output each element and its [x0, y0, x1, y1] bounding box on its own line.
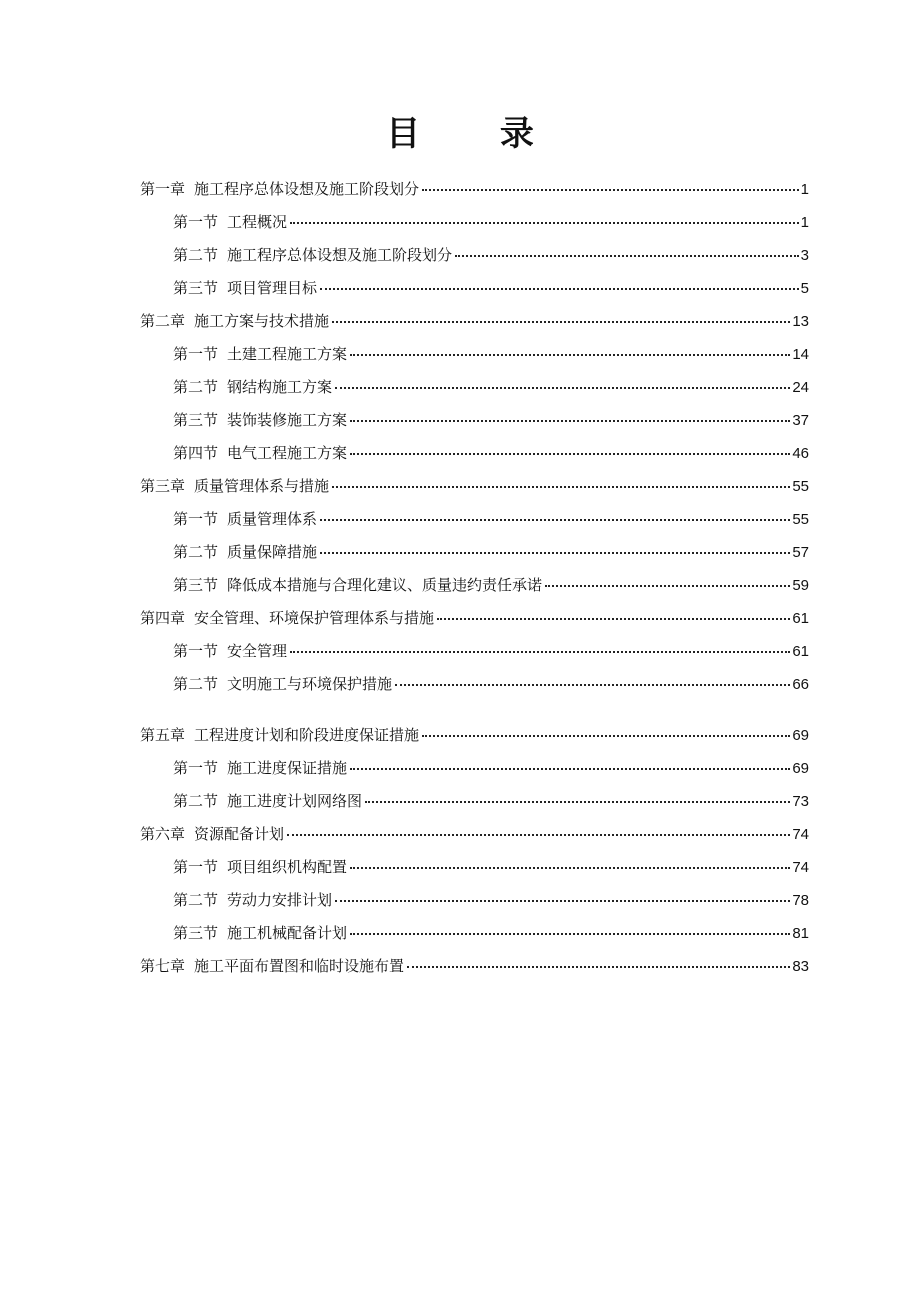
- toc-dot-leader: [287, 833, 790, 836]
- toc-page-number: 24: [792, 379, 809, 396]
- toc-dot-leader: [350, 767, 790, 770]
- toc-page-number: 69: [792, 727, 809, 744]
- toc-entry-number: 第一节: [173, 858, 219, 876]
- toc-entry-number: 第二章: [140, 312, 186, 330]
- toc-entry-number: 第四章: [140, 609, 186, 627]
- toc-entry-number: 第二节: [173, 543, 219, 561]
- toc-entry-number: 第二节: [173, 246, 219, 264]
- toc-dot-leader: [332, 320, 790, 323]
- toc-page-number: 55: [792, 511, 809, 528]
- toc-entry-number: 第三章: [140, 477, 186, 495]
- toc-entry-title: 电气工程施工方案: [227, 444, 348, 462]
- toc-page-number: 81: [792, 925, 809, 942]
- toc-page-number: 1: [800, 181, 809, 198]
- toc-section-entry[interactable]: [140, 785, 809, 818]
- toc-entry-number: 第三节: [173, 924, 219, 942]
- toc-section-entry[interactable]: [140, 917, 809, 950]
- toc-page-number: 13: [792, 313, 809, 330]
- toc-section-entry[interactable]: [140, 569, 809, 602]
- toc-page-number: 3: [800, 247, 809, 264]
- toc-page-number: 61: [792, 610, 809, 627]
- toc-dot-leader: [422, 188, 799, 191]
- page-title: 目 录: [386, 114, 568, 154]
- toc-dot-leader: [350, 452, 790, 455]
- toc-entry-number: 第五章: [140, 726, 186, 744]
- toc-entry-title: 钢结构施工方案: [227, 378, 333, 396]
- toc-page-number: 55: [792, 478, 809, 495]
- toc-section-entry[interactable]: [140, 851, 809, 884]
- toc-dot-leader: [290, 650, 790, 653]
- toc-entry-title: 土建工程施工方案: [227, 345, 348, 363]
- toc-entry-number: 第六章: [140, 825, 186, 843]
- toc-page-number: 66: [792, 676, 809, 693]
- toc-dot-leader: [335, 899, 790, 902]
- toc-entry-title: 质量管理体系与措施: [194, 477, 330, 495]
- toc-entry-title: 施工程序总体设想及施工阶段划分: [227, 246, 453, 264]
- toc-dot-leader: [365, 800, 790, 803]
- toc-entry-title: 施工程序总体设想及施工阶段划分: [194, 180, 420, 198]
- toc-entry-title: 施工平面布置图和临时设施布置: [194, 957, 405, 975]
- toc-entry-title: 质量保障措施: [227, 543, 318, 561]
- toc-page-number: 14: [792, 346, 809, 363]
- toc-entry-title: 项目组织机构配置: [227, 858, 348, 876]
- toc-entry-title: 工程进度计划和阶段进度保证措施: [194, 726, 420, 744]
- toc-dot-leader: [335, 386, 790, 389]
- toc-entry-number: 第二节: [173, 792, 219, 810]
- toc-chapter-entry[interactable]: [140, 818, 809, 851]
- toc-section-entry[interactable]: [140, 884, 809, 917]
- toc-chapter-entry[interactable]: [140, 470, 809, 503]
- toc-page-number: 69: [792, 760, 809, 777]
- toc-section-entry[interactable]: [140, 635, 809, 668]
- toc-entry-title: 质量管理体系: [227, 510, 318, 528]
- toc-section-entry[interactable]: [140, 272, 809, 305]
- toc-page-number: 74: [792, 859, 809, 876]
- toc-entry-number: 第一节: [173, 759, 219, 777]
- toc-page-number: 5: [800, 280, 809, 297]
- toc-page-number: 1: [800, 214, 809, 231]
- toc-dot-leader: [350, 419, 790, 422]
- toc-chapter-entry[interactable]: [140, 719, 809, 752]
- toc-entry-number: 第一节: [173, 345, 219, 363]
- toc-section-entry[interactable]: [140, 371, 809, 404]
- toc-dot-leader: [437, 617, 790, 620]
- toc-entry-title: 施工进度计划网络图: [227, 792, 363, 810]
- toc-dot-leader: [395, 683, 790, 686]
- toc-chapter-entry[interactable]: [140, 305, 809, 338]
- toc-chapter-entry[interactable]: [140, 602, 809, 635]
- toc-entry-number: 第三节: [173, 411, 219, 429]
- toc-dot-leader: [350, 932, 790, 935]
- toc-page-number: 78: [792, 892, 809, 909]
- toc-entry-title: 安全管理: [227, 642, 288, 660]
- toc-entry-title: 劳动力安排计划: [227, 891, 333, 909]
- toc-section-entry[interactable]: [140, 752, 809, 785]
- toc-page-number: 74: [792, 826, 809, 843]
- toc-page-number: 46: [792, 445, 809, 462]
- toc-page-number: 37: [792, 412, 809, 429]
- toc-page-number: 59: [792, 577, 809, 594]
- toc-dot-leader: [290, 221, 799, 224]
- toc-entry-number: 第三节: [173, 576, 219, 594]
- toc-section-entry[interactable]: [140, 404, 809, 437]
- toc-section-entry[interactable]: [140, 536, 809, 569]
- toc-entry-number: 第二节: [173, 378, 219, 396]
- toc-dot-leader: [332, 485, 790, 488]
- toc-dot-leader: [350, 866, 790, 869]
- toc-entry-title: 项目管理目标: [227, 279, 318, 297]
- toc-dot-leader: [320, 518, 790, 521]
- toc-dot-leader: [407, 965, 790, 968]
- toc-section-entry[interactable]: [140, 338, 809, 371]
- toc-entry-number: 第一节: [173, 213, 219, 231]
- toc-entry-number: 第四节: [173, 444, 219, 462]
- toc-chapter-entry[interactable]: [140, 173, 809, 206]
- toc-entry-number: 第一节: [173, 642, 219, 660]
- toc-entry-number: 第七章: [140, 957, 186, 975]
- toc-entry-title: 降低成本措施与合理化建议、质量违约责任承诺: [227, 576, 543, 594]
- toc-section-entry[interactable]: [140, 437, 809, 470]
- toc-entry-title: 资源配备计划: [194, 825, 285, 843]
- toc-entry-title: 安全管理、环境保护管理体系与措施: [194, 609, 435, 627]
- toc-entry-number: 第一节: [173, 510, 219, 528]
- toc-page-number: 73: [792, 793, 809, 810]
- toc-page-number: 57: [792, 544, 809, 561]
- toc-section-entry[interactable]: [140, 206, 809, 239]
- toc-chapter-entry[interactable]: [140, 950, 809, 983]
- toc-section-entry[interactable]: [140, 503, 809, 536]
- toc-dot-leader: [320, 287, 799, 290]
- toc-dot-leader: [545, 584, 790, 587]
- toc-section-entry[interactable]: [140, 239, 809, 272]
- toc-dot-leader: [320, 551, 790, 554]
- toc-entry-number: 第二节: [173, 675, 219, 693]
- toc-entry-title: 施工进度保证措施: [227, 759, 348, 777]
- toc-entry-title: 装饰装修施工方案: [227, 411, 348, 429]
- toc-section-entry[interactable]: [140, 668, 809, 701]
- table-of-contents: [140, 173, 809, 983]
- toc-dot-leader: [422, 734, 790, 737]
- toc-page-number: 61: [792, 643, 809, 660]
- toc-entry-title: 施工方案与技术措施: [194, 312, 330, 330]
- toc-entry-title: 工程概况: [227, 213, 288, 231]
- toc-dot-leader: [455, 254, 799, 257]
- toc-entry-title: 施工机械配备计划: [227, 924, 348, 942]
- toc-entry-number: 第三节: [173, 279, 219, 297]
- toc-page-number: 83: [792, 958, 809, 975]
- toc-entry-number: 第一章: [140, 180, 186, 198]
- toc-entry-title: 文明施工与环境保护措施: [227, 675, 393, 693]
- toc-entry-number: 第二节: [173, 891, 219, 909]
- toc-dot-leader: [350, 353, 790, 356]
